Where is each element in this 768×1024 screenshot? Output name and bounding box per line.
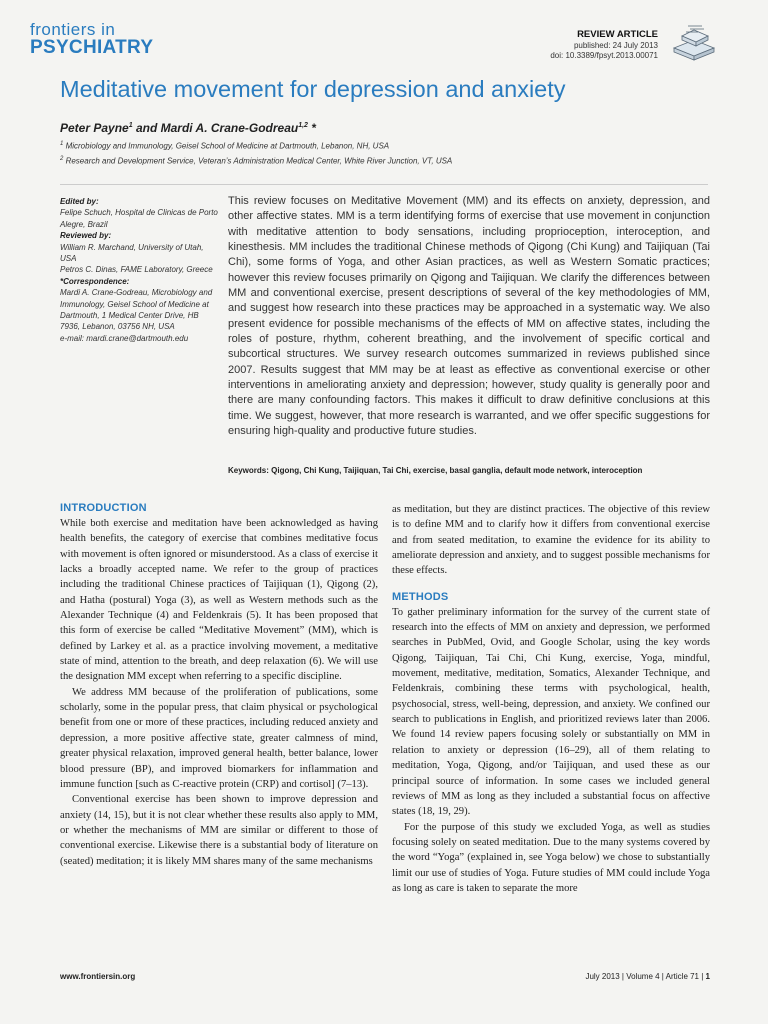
keywords <box>228 466 710 475</box>
header-divider <box>60 184 708 185</box>
methods-paragraph-1: To gather preliminary information for the survey of the current state of research into the effects of MM on anxiety and depression, we performed searches in PubMed, Ovid, and Google Scholar, using the key words Qigong, Taijiquan, Tai Chi, Chi Kung, exercise, Yoga, mindful, movement, meditative, meditation, Somatics, Alexander Technique, and Feldenkrais, combining these terms with psychological, health, psychosocial, stress, well-being, depression, and anxiety. We confined our search to publications in English, and prioritized reviews later than 2006. We found 14 review papers focusing solely or substantially on MM in relation to anxiety or depression (16–29), all of them relating to meditation, Yoga, Qigong, and/or Taijiquan, and used these as our principal source of information. In some cases we included general reviews of MM as long as they included a substantial focus on affective states (18, 19, 29). <box>392 606 710 818</box>
journal-emblem-icon <box>668 22 720 62</box>
footer-issue-text: July 2013 | Volume 4 | Article 71 | <box>585 972 704 981</box>
affiliation-2-num: 2 <box>60 156 64 162</box>
keywords-label: Keywords: <box>228 466 269 475</box>
corresponding-star: * <box>307 121 316 135</box>
editorial-sidebar <box>60 196 220 344</box>
reviewer-2: Petros C. Dinas, FAME Laboratory, Greece <box>60 265 213 275</box>
affiliation-2-text: Research and Development Service, Veteran’s Administration Medical Center, White River Junction, VT, USA <box>63 156 453 166</box>
intro-paragraph-1: While both exercise and meditation have been acknowledged as having health benefits, the category of exercise that combines meditative focus with movement is often ignored or misunderstood. As a class of exercise it lacks a broadly accepted name. We refer to the group of practices including the traditional Chinese practices of Taijiquan (1), Qigong (2), and Hatha (postural) Yoga (3), as well as Western methods such as the Alexander Technique (4) and Feldenkrais (5). It has been proposed that this form of exercise be called “Meditative Movement” (MM), which is defined by Larkey et al. as a practice involving movement, a meditative state of mind, attention to the breath, and deep relaxation (6). We will use the designation MM except when referring to a specific discipline. <box>60 518 378 683</box>
author-2[interactable]: Mardi A. Crane-Godreau <box>160 121 299 135</box>
intro-paragraph-3: Conventional exercise has been shown to improve depression and anxiety (14, 15), but it is not clear whether these results also apply to MM, or whether the mechanisms of MM are similar or different to those of conventional exercise. Likewise there is a substantial body of literature on (seated) meditation; it is likely MM shares many of the same mechanisms <box>60 794 378 867</box>
reviewed-by-heading: Reviewed by: <box>60 231 112 241</box>
abstract: This review focuses on Meditative Movement (MM) and its effects on anxiety, depression, and other affective states. MM is a term identifying forms of exercise that use movement in conjunction with meditative attention to body sensations, including proprioception, interoception, and kinesthesis. MM includes the traditional Chinese methods of Qigong (Chi Kung) and Taijiquan (Tai Chi), some forms of Yoga, and other Asian practices, as well as Western Somatic practices; however this review focuses primarily on Qigong and Taijiquan. We clarify the differences between MM and conventional exercise, present descriptions of several of the key methodologies of MM, and suggest how research into these practices may be approached in a systematic way. We also present evidence for possible mechanisms of the effects of MM on affective states, including the roles of posture, rhythm, coherent breathing, and the involvement of specific cortical and subcortical structures. We survey research outcomes summarized in reviews published since 2007. Results suggest that MM may be at least as effective as conventional exercise or other interventions in ameliorating anxiety and depression; however, study quality is generally poor and there are many confounding factors. This makes it difficult to draw definitive conclusions at this time. We suggest, however, that more research is warranted, and we offer specific suggestions for ensuring high-quality and productive future studies. <box>228 195 710 438</box>
footer-site-text: www.frontiersin.org <box>60 972 136 981</box>
journal-logo-top: frontiers in <box>30 20 116 39</box>
author-1[interactable]: Peter Payne <box>60 121 129 135</box>
introduction-heading: INTRODUCTION <box>60 502 147 514</box>
methods-heading: METHODS <box>392 590 449 603</box>
correspondence-heading: *Correspondence: <box>60 276 130 286</box>
affiliation-1-num: 1 <box>60 141 64 147</box>
page-number: 1 <box>705 972 710 981</box>
journal-logo-bottom: PSYCHIATRY <box>30 37 154 58</box>
author-list <box>60 121 316 135</box>
correspondence-address: Mardi A. Crane-Godreau, Microbiology and Immunology, Geisel School of Medicine at Dartmouth, 1 Medical Center Drive, HB 7936, Lebanon, 03756 NH, USA <box>60 288 213 332</box>
article-title: Meditative movement for depression and anxiety <box>60 76 566 102</box>
reviewer-1: William R. Marchand, University of Utah, USA <box>60 242 204 264</box>
edited-by-heading: Edited by: <box>60 197 99 206</box>
intro-paragraph-4: as meditation, but they are distinct practices. The objective of this review is to define MM and to clarify how it differs from conventional exercise and from seated meditation, to examine the evidence for its ability to ameliorate depression and anxiety, and to suggest possible mechanisms for these effects. <box>392 504 710 577</box>
introduction-section <box>60 502 378 869</box>
author-1-affil: 1 <box>128 122 133 129</box>
doi: doi: 10.3389/fpsyt.2013.00071 <box>550 51 658 60</box>
edited-by-text: Felipe Schuch, Hospital de Clinicas de Porto Alegre, Brazil <box>60 208 218 229</box>
methods-paragraph-2: For the purpose of this study we excluded Yoga, as well as studies focusing solely on seated meditation. Due to the many systems covered by the word “Yoga” (explained in, see Yoga below) we chose to substantially limit our use of studies of Yoga. Future studies of MM could include Yoga as long as care is taken to separate the more <box>392 821 710 894</box>
published-date: published: 24 July 2013 <box>573 41 658 50</box>
author-2-affil: 1,2 <box>298 122 308 129</box>
affiliation-2 <box>60 156 452 166</box>
keywords-text: Qigong, Chi Kung, Taijiquan, Tai Chi, exercise, basal ganglia, default mode network, interoception <box>268 466 643 475</box>
right-column <box>392 502 710 896</box>
footer-site[interactable] <box>60 972 135 981</box>
article-meta <box>550 30 658 61</box>
affiliation-1-text: Microbiology and Immunology, Geisel School of Medicine at Dartmouth, Lebanon, NH, USA <box>63 141 390 151</box>
correspondence-email[interactable]: e-mail: mardi.crane@dartmouth.edu <box>60 333 189 343</box>
intro-paragraph-2: We address MM because of the proliferation of publications, some scholarly, some in the popular press, that claim physical or psychological benefit from one or more of these practices, including reduced anxiety and depression, a more positive affective state, greater calmness of mind, greater physical relaxation, improved general health, better balance, lower blood pressure (BP), and improved biomarkers for inflammation and immune function [such as C-reactive protein (CRP) and cortisol] (7–13). <box>60 686 378 790</box>
footer-issue <box>585 972 710 981</box>
article-type: REVIEW ARTICLE <box>577 29 658 40</box>
journal-logo <box>30 22 153 58</box>
affiliation-1 <box>60 141 389 151</box>
author-conjunction: and <box>132 121 161 135</box>
